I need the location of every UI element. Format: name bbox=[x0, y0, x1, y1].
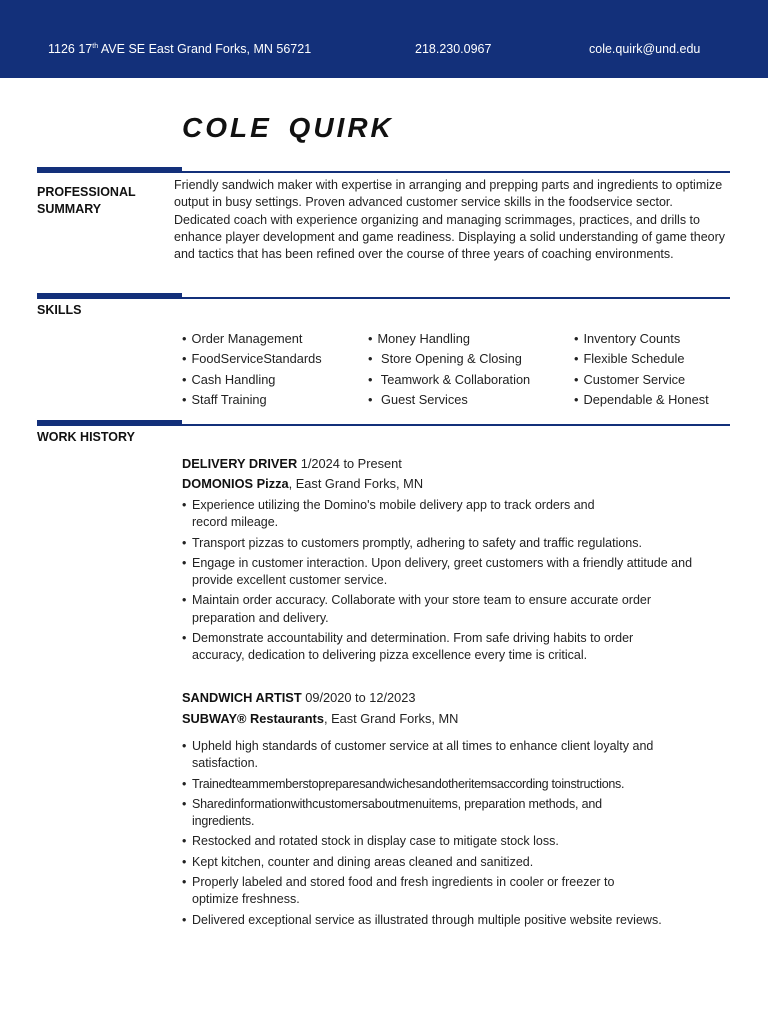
skill-item: • Cash Handling bbox=[182, 370, 322, 390]
section-divider bbox=[37, 297, 730, 299]
skill-item: • Inventory Counts bbox=[574, 329, 709, 349]
skill-item: • Dependable & Honest bbox=[574, 390, 709, 410]
job-employer: DOMONIOS Pizza, East Grand Forks, MN bbox=[182, 476, 424, 491]
job-bullet: • Engage in customer interaction. Upon delivery, greet customers with a friendly attitude and provide excellent customer service. bbox=[182, 555, 722, 590]
contact-email: cole.quirk@und.edu bbox=[589, 42, 701, 56]
skills-column-1 bbox=[182, 329, 322, 411]
job-bullet: • Restocked and rotated stock in display case to mitigate stock loss. bbox=[182, 833, 662, 850]
job-bullet: • Experience utilizing the Domino's mobile delivery app to track orders and record mileage. bbox=[182, 497, 602, 532]
job-bullet: • Maintain order accuracy. Collaborate with your store team to ensure accurate order preparation and delivery. bbox=[182, 592, 702, 627]
skill-item: • Guest Services bbox=[368, 390, 530, 410]
job-bullets bbox=[182, 738, 662, 932]
skill-item: • FoodServiceStandards bbox=[182, 349, 322, 369]
skill-item: • Money Handling bbox=[368, 329, 530, 349]
job-bullet: • Sharedinformationwithcustomersaboutmenuitems, preparation methods, and ingredients. bbox=[182, 796, 662, 831]
job-employer: SUBWAY® Restaurants, East Grand Forks, MN bbox=[182, 711, 459, 726]
skills-column-2 bbox=[368, 329, 530, 411]
skill-item: • Staff Training bbox=[182, 390, 322, 410]
summary-text: Friendly sandwich maker with expertise in arranging and prepping parts and ingredients to optimize output in busy settings. Proven advanced customer service skills in the foodservice sector. Dedicated coach with experience organizing and managing scrimmages, practices, and drills to enhance player development and game readiness. Displaying a solid understanding of game theory and tactics that has been refined over the course of three years of coaching environments. bbox=[174, 178, 726, 262]
section-divider bbox=[37, 171, 730, 173]
skills-column-3 bbox=[574, 329, 709, 411]
work-history-heading: WORK HISTORY bbox=[37, 430, 135, 444]
job-bullet: • Delivered exceptional service as illustrated through multiple positive website reviews. bbox=[182, 912, 662, 929]
skill-item: • Store Opening & Closing bbox=[368, 349, 530, 369]
job-bullet: • Transport pizzas to customers promptly, adhering to safety and traffic regulations. bbox=[182, 535, 722, 552]
job-bullet: • Trainedteammemberstopreparesandwichesandotheritemsaccording toinstructions. bbox=[182, 776, 662, 793]
contact-address: 1126 17th AVE SE East Grand Forks, MN 56721 bbox=[48, 42, 312, 56]
job-bullet: • Demonstrate accountability and determination. From safe driving habits to order accuracy, dedication to delivering pizza excellence every time is critical. bbox=[182, 630, 682, 665]
summary-heading: PROFESSIONAL SUMMARY bbox=[37, 185, 136, 216]
candidate-name: COLE QUIRK bbox=[182, 112, 394, 143]
job-bullet: • Kept kitchen, counter and dining areas cleaned and sanitized. bbox=[182, 854, 662, 871]
job-bullet: • Properly labeled and stored food and fresh ingredients in cooler or freezer to optimize freshness. bbox=[182, 874, 662, 909]
job-bullet: • Upheld high standards of customer service at all times to enhance client loyalty and satisfaction. bbox=[182, 738, 662, 773]
job-title: DELIVERY DRIVER 1/2024 to Present bbox=[182, 456, 402, 471]
skill-item: • Flexible Schedule bbox=[574, 349, 709, 369]
skill-item: • Order Management bbox=[182, 329, 322, 349]
skill-item: • Customer Service bbox=[574, 370, 709, 390]
contact-bar bbox=[0, 0, 768, 78]
contact-phone: 218.230.0967 bbox=[415, 42, 492, 56]
job-title: SANDWICH ARTIST 09/2020 to 12/2023 bbox=[182, 690, 416, 705]
job-bullets bbox=[182, 497, 693, 668]
skills-heading: SKILLS bbox=[37, 303, 82, 317]
skill-item: • Teamwork & Collaboration bbox=[368, 370, 530, 390]
section-divider bbox=[37, 424, 730, 426]
